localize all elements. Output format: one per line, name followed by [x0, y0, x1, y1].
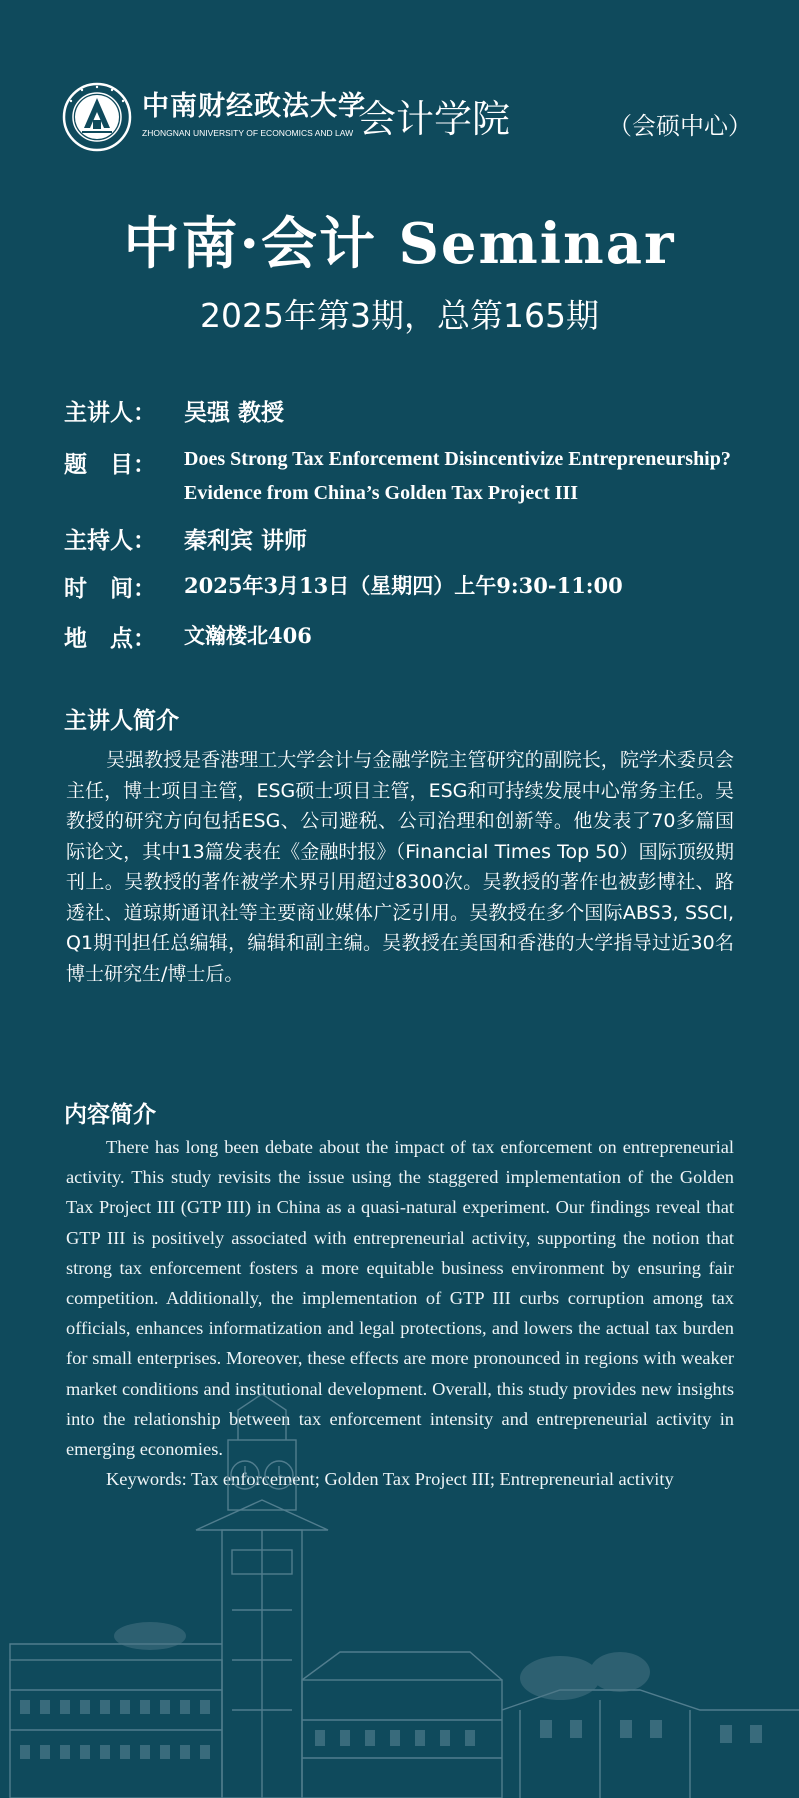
seminar-title: 中南·会计 Seminar [123, 211, 676, 277]
host-value: 秦利宾 讲师 [184, 528, 308, 554]
header [62, 80, 762, 152]
university-emblem-icon [62, 82, 132, 152]
time-label: 时 间： [64, 576, 156, 602]
topic-line-1: Does Strong Tax Enforcement Disincentivize Entrepreneurship? [184, 448, 731, 470]
speaker-label: 主讲人： [64, 400, 156, 426]
speaker-bio [66, 745, 734, 989]
place-label: 地 点： [64, 626, 156, 652]
time-value: 2025年3月13日（星期四）上午9:30-11:00 [184, 573, 623, 598]
university-name-en: ZHONGNAN UNIVERSITY OF ECONOMICS AND LAW [142, 128, 354, 138]
speaker-value: 吴强 教授 [184, 400, 285, 426]
abstract-text: There has long been debate about the impact of tax enforcement on entrepreneurial activity. This study revisits the issue using the staggered implementation of the Golden Tax Project III (GTP III) in China as a quasi-natural experiment. Our findings reveal that GTP III is positively associated with entrepreneurial activity, supporting the notion that strong tax enforcement fosters a more equitable business environment by ensuring fair competition. Additionally, the implementation of GTP III curbs corruption among tax officials, enhances informatization and legal protections, and lowers the actual tax burden for small enterprises. Moreover, these effects are more pronounced in regions with weaker market conditions and institutional development. Overall, this study provides new insights into the relationship between tax enforcement intensity and entrepreneurial activity in emerging economies. [66, 1137, 734, 1460]
keywords: Keywords: Tax enforcement; Golden Tax Project III; Entrepreneurial activity [106, 1469, 674, 1490]
topic-line-2: Evidence from China’s Golden Tax Project III [184, 482, 579, 504]
school-subtitle: （会硕中心） [608, 112, 752, 140]
bio-heading: 主讲人简介 [64, 708, 179, 734]
school-name: 会计学院 [358, 97, 511, 141]
topic-label: 题 目： [64, 452, 156, 478]
campus-skyline-illustration [0, 1360, 799, 1798]
topic-value [184, 442, 731, 510]
bio-text: 吴强教授是香港理工大学会计与金融学院主管研究的副院长，院学术委员会主任，博士项目主管，ESG硕士项目主管，ESG和可持续发展中心常务主任。吴教授的研究方向包括ESG、公司避税、公司治理和创新等。他发表了70多篇国际论文，其中13篇发表在《金融时报》（Financial Times Top 50）国际顶级期刊上。吴教授的著作被学术界引用超过8300次。吴教授的著作也被彭博社、路透社、道琼斯通讯社等主要商业媒体广泛引用。吴教授在多个国际ABS3, SSCI, Q1期刊担任总编辑，编辑和副主编。吴教授在美国和香港的大学指导过近30名博士研究生/博士后。 [66, 749, 734, 985]
university-name-cn: 中南财经政法大学 [142, 91, 366, 122]
place-value: 文瀚楼北406 [184, 623, 312, 648]
abstract-heading: 内容简介 [64, 1102, 156, 1128]
issue-number: 2025年第3期，总第165期 [200, 296, 599, 335]
host-label: 主持人： [64, 528, 156, 554]
